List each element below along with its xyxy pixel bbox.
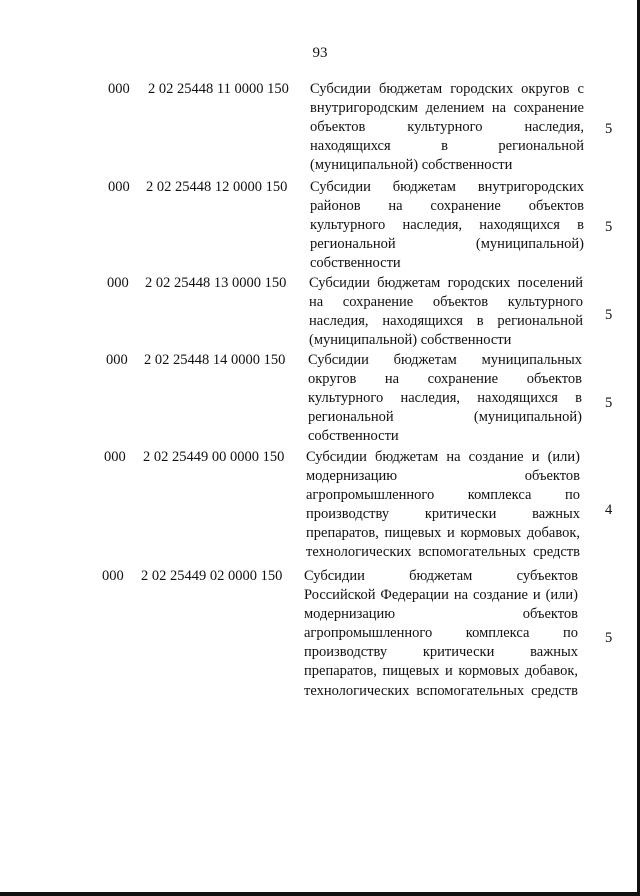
item-name-line: модернизацию объектов [304,606,578,623]
item-name [308,351,582,446]
admin-code: 000 [102,568,124,584]
admin-code: 000 [108,81,130,97]
item-name-line: модернизацию объектов [306,468,580,485]
item-name-line: Субсидии бюджетам городских поселений [309,275,583,291]
item-name [310,178,584,273]
item-name-line: производству критически важных [306,506,580,523]
item-name [310,80,584,175]
item-name-line: объектов культурного наследия, [310,119,584,136]
item-name-line: технологических вспомогательных средств [304,682,578,699]
budget-code: 2 02 25448 11 0000 150 [148,81,289,97]
budget-code: 2 02 25449 00 0000 150 [143,449,285,465]
item-name-line: региональной (муниципальной) [308,409,582,426]
budget-code: 2 02 25448 14 0000 150 [144,352,286,368]
item-name-line: культурного наследия, находящихся в [308,390,582,407]
item-name-line: округов на сохранение объектов [308,371,582,388]
item-name-line: районов на сохранение объектов [310,198,584,215]
item-name-line: технологических вспомогательных средств [306,544,580,561]
item-name-line: Российской Федерации на создание и (или) [304,587,578,604]
item-name-line: наследия, находящихся в региональной [309,313,583,330]
item-number: 5 [605,307,613,323]
item-number: 5 [605,121,613,137]
item-name-line: препаратов, пищевых и кормовых добавок, [306,525,580,542]
item-name-line: Субсидии бюджетам муниципальных [308,352,582,368]
item-name-line: на сохранение объектов культурного [309,294,583,311]
item-number: 5 [605,630,613,646]
item-name-line: Субсидии бюджетам на создание и (или) [306,449,580,465]
item-number: 5 [605,395,613,411]
item-name-line: региональной (муниципальной) [310,236,584,253]
item-number: 4 [605,502,613,518]
item-name-line: собственности [308,428,399,445]
item-name [306,448,580,563]
item-name-line: внутригородским делением на сохранение [310,100,584,117]
item-name-line: Субсидии бюджетам внутригородских [310,179,584,195]
item-number: 5 [605,219,613,235]
item-name-line: агропромышленного комплекса по [304,625,578,642]
page-number: 93 [312,45,328,61]
budget-code: 2 02 25449 02 0000 150 [141,568,283,584]
scan-border-bottom [0,892,640,896]
item-name-line: находящихся в региональной [310,138,584,155]
item-name-line: собственности [310,255,401,272]
item-name-line: Субсидии бюджетам городских округов с [310,81,584,97]
item-name-line: производству критически важных [304,644,578,661]
item-name-line: препаратов, пищевых и кормовых добавок, [304,663,578,680]
item-name-line: (муниципальной) собственности [309,332,512,349]
budget-code: 2 02 25448 13 0000 150 [145,275,287,291]
admin-code: 000 [107,275,129,291]
admin-code: 000 [108,179,130,195]
budget-code: 2 02 25448 12 0000 150 [146,179,288,195]
admin-code: 000 [106,352,128,368]
item-name-line: агропромышленного комплекса по [306,487,580,504]
item-name-line: (муниципальной) собственности [310,157,513,174]
admin-code: 000 [104,449,126,465]
item-name-line: Субсидии бюджетам субъектов [304,568,578,584]
item-name [309,274,583,350]
item-name-line: культурного наследия, находящихся в [310,217,584,234]
item-name [304,567,578,701]
